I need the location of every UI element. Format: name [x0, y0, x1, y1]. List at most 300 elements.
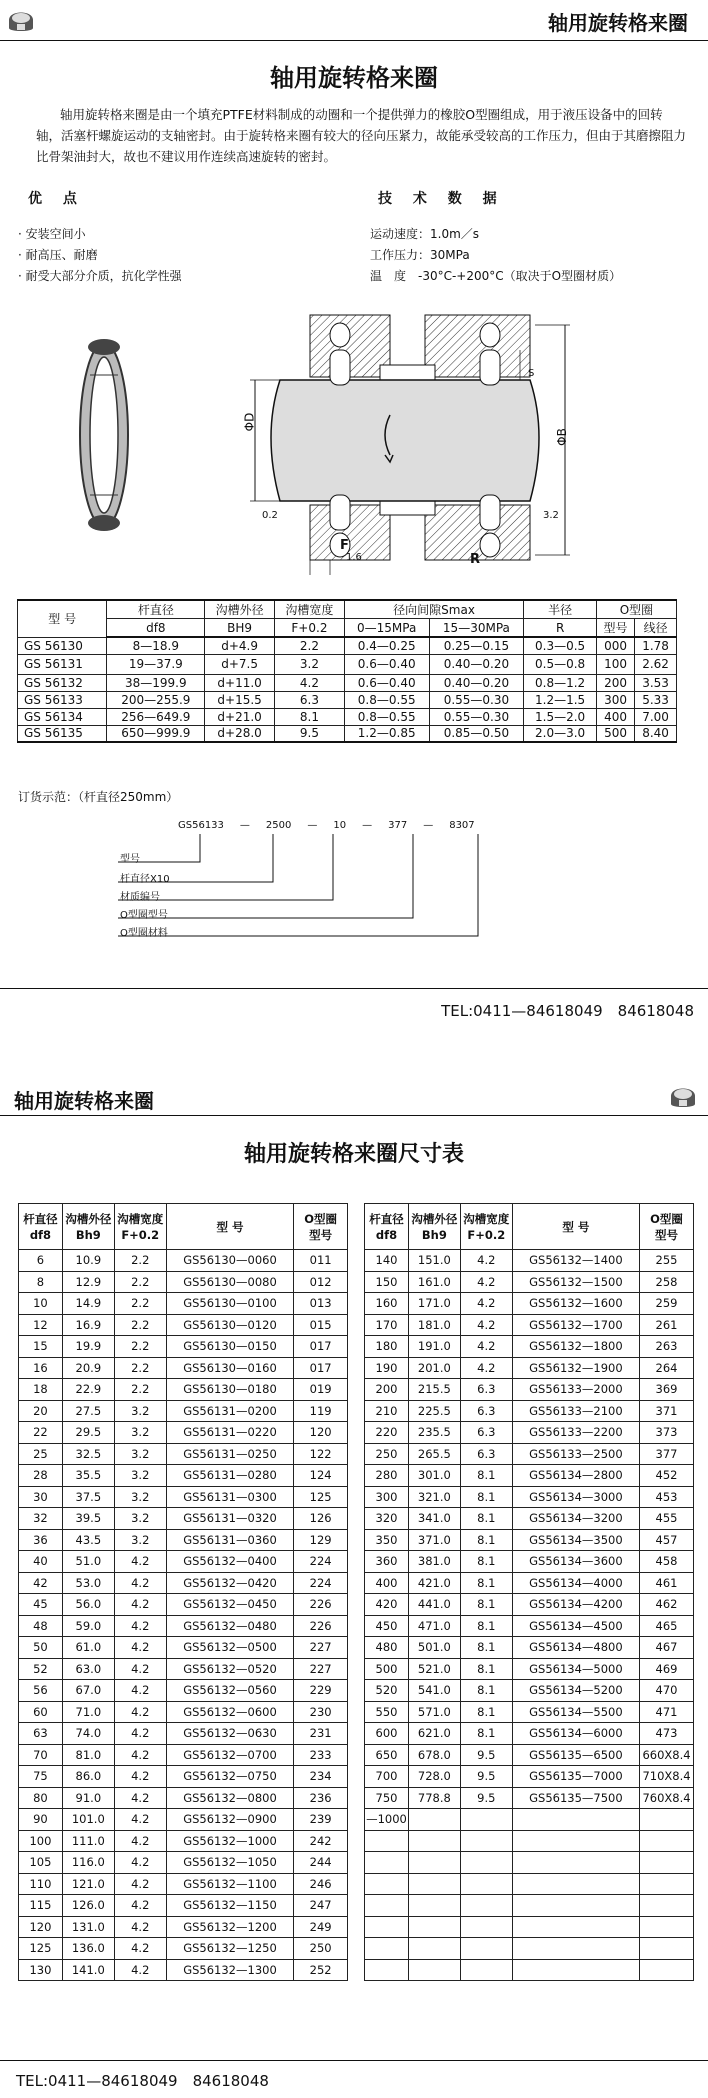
- table-cell: 200: [596, 674, 634, 691]
- table-cell: d+4.9: [205, 637, 275, 654]
- table-cell: d+21.0: [205, 708, 275, 725]
- table-cell: 6.3: [460, 1400, 512, 1422]
- table-row: [365, 1637, 694, 1659]
- col-header-width: 沟槽宽度 F+0.2: [114, 1204, 166, 1250]
- table-row: [19, 1680, 348, 1702]
- table-cell: 10.9: [62, 1250, 114, 1272]
- table-row: [365, 1680, 694, 1702]
- table-cell: [408, 1852, 460, 1874]
- table-cell: [365, 1873, 409, 1895]
- table-row: [365, 1572, 694, 1594]
- table-cell: 59.0: [62, 1615, 114, 1637]
- table-cell: GS56132—0480: [166, 1615, 294, 1637]
- table-cell: 300: [365, 1486, 409, 1508]
- roughness-02-label: 0.2: [262, 510, 278, 521]
- table-cell: 8.1: [460, 1465, 512, 1487]
- table-cell: 8.1: [460, 1680, 512, 1702]
- table-cell: 116.0: [62, 1852, 114, 1874]
- table-cell: 129: [294, 1529, 348, 1551]
- table-row: [365, 1809, 694, 1831]
- table-row: [365, 1959, 694, 1981]
- table-cell: GS56134—3500: [512, 1529, 639, 1551]
- col-header-model: 型 号: [18, 600, 107, 637]
- table-cell: 236: [294, 1787, 348, 1809]
- table-cell: 265.5: [408, 1443, 460, 1465]
- table-row: [19, 1787, 348, 1809]
- table-row: [19, 1250, 348, 1272]
- table-cell: GS56132—0560: [166, 1680, 294, 1702]
- table-cell: [640, 1830, 694, 1852]
- col-header-gap-low: 0—15MPa: [344, 619, 429, 638]
- table-cell: 0.40—0.20: [429, 654, 524, 674]
- col-header-shaft: 杆直径 df8: [365, 1204, 409, 1250]
- table-row: [365, 1271, 694, 1293]
- table-cell: 373: [640, 1422, 694, 1444]
- table-cell: 600: [365, 1723, 409, 1745]
- table-cell: [365, 1938, 409, 1960]
- table-cell: 480: [365, 1637, 409, 1659]
- table-row: [365, 1895, 694, 1917]
- table-cell: GS56130—0080: [166, 1271, 294, 1293]
- table-cell: 700: [365, 1766, 409, 1788]
- table-row: [365, 1723, 694, 1745]
- table-cell: 2.2: [114, 1336, 166, 1358]
- table-cell: 4.2: [114, 1938, 166, 1960]
- table-cell: 80: [19, 1787, 63, 1809]
- table-row: [19, 1551, 348, 1573]
- table-cell: GS56131—0200: [166, 1400, 294, 1422]
- table-row: [365, 1293, 694, 1315]
- table-row: [365, 1250, 694, 1272]
- table-cell: 35.5: [62, 1465, 114, 1487]
- advantages-list: [18, 224, 182, 287]
- table-cell: 360: [365, 1551, 409, 1573]
- table-cell: 3.2: [114, 1486, 166, 1508]
- table-cell: 200—255.9: [107, 691, 205, 708]
- order-code-part: 10: [333, 820, 347, 831]
- table-row: [19, 1830, 348, 1852]
- table-cell: 233: [294, 1744, 348, 1766]
- table-cell: 1.78: [635, 637, 677, 654]
- table-cell: 45: [19, 1594, 63, 1616]
- table-cell: 249: [294, 1916, 348, 1938]
- table-cell: 4.2: [114, 1852, 166, 1874]
- table-cell: 017: [294, 1357, 348, 1379]
- table-cell: 60: [19, 1701, 63, 1723]
- table-cell: 3.2: [114, 1400, 166, 1422]
- table-cell: 4.2: [114, 1830, 166, 1852]
- order-code-sep: —: [423, 820, 434, 831]
- table-cell: 0.25—0.15: [429, 637, 524, 654]
- table-row: [19, 1572, 348, 1594]
- table-cell: 455: [640, 1508, 694, 1530]
- table-cell: 2.2: [114, 1271, 166, 1293]
- table-cell: GS56130—0160: [166, 1357, 294, 1379]
- table-cell: 63: [19, 1723, 63, 1745]
- table-cell: 255: [640, 1250, 694, 1272]
- table-row: [19, 1486, 348, 1508]
- table-cell: 191.0: [408, 1336, 460, 1358]
- table-cell: 227: [294, 1637, 348, 1659]
- table-cell: 56.0: [62, 1594, 114, 1616]
- table-row: [18, 691, 677, 708]
- roughness-32-label: 3.2: [543, 510, 559, 521]
- header-rule: [0, 1115, 708, 1116]
- header-rule: [0, 40, 708, 41]
- order-example-title: 订货示范：（杆直径250mm）: [18, 790, 179, 804]
- table-cell: 210: [365, 1400, 409, 1422]
- table-cell: 760X8.4: [640, 1787, 694, 1809]
- table-cell: [640, 1938, 694, 1960]
- table-cell: 161.0: [408, 1271, 460, 1293]
- order-code-sep: —: [362, 820, 373, 831]
- table-cell: GS56132—0400: [166, 1551, 294, 1573]
- table-cell: 2.2: [114, 1293, 166, 1315]
- table-cell: 4.2: [114, 1572, 166, 1594]
- table-cell: 19—37.9: [107, 654, 205, 674]
- table-cell: 4.2: [114, 1551, 166, 1573]
- roughness-16-label: 1.6: [346, 552, 362, 563]
- table-cell: 8.1: [460, 1637, 512, 1659]
- table-cell: 470: [640, 1680, 694, 1702]
- table-row: [19, 1744, 348, 1766]
- table-cell: 9.5: [460, 1744, 512, 1766]
- table-cell: 0.3—0.5: [524, 637, 597, 654]
- table-cell: 50: [19, 1637, 63, 1659]
- table-cell: 3.53: [635, 674, 677, 691]
- table-cell: [408, 1830, 460, 1852]
- tech-data-list: [370, 224, 621, 287]
- table-row: [19, 1443, 348, 1465]
- table-cell: 381.0: [408, 1551, 460, 1573]
- table-cell: d+15.5: [205, 691, 275, 708]
- table-cell: 452: [640, 1465, 694, 1487]
- table-cell: GS56132—1800: [512, 1336, 639, 1358]
- table-cell: 16: [19, 1357, 63, 1379]
- table-row: [18, 654, 677, 674]
- table-cell: 151.0: [408, 1250, 460, 1272]
- table-cell: [640, 1916, 694, 1938]
- table-cell: 8.1: [460, 1723, 512, 1745]
- table-cell: GS56132—0520: [166, 1658, 294, 1680]
- table-cell: 2.2: [114, 1314, 166, 1336]
- table-cell: [460, 1895, 512, 1917]
- table-cell: 220: [365, 1422, 409, 1444]
- table-cell: 10: [19, 1293, 63, 1315]
- table-cell: [365, 1895, 409, 1917]
- advantage-item: · 耐高压、耐磨: [18, 248, 98, 262]
- table-cell: 100: [596, 654, 634, 674]
- table-cell: 8—18.9: [107, 637, 205, 654]
- table-cell: GS56132—0800: [166, 1787, 294, 1809]
- table-cell: 4.2: [114, 1723, 166, 1745]
- table-cell: GS56132—0630: [166, 1723, 294, 1745]
- table-cell: 400: [596, 708, 634, 725]
- table-row: [19, 1357, 348, 1379]
- table-cell: [512, 1938, 639, 1960]
- table-cell: d+11.0: [205, 674, 275, 691]
- table-cell: 3.2: [114, 1529, 166, 1551]
- table-row: [365, 1529, 694, 1551]
- table-cell: 4.2: [114, 1637, 166, 1659]
- table-cell: 300: [596, 691, 634, 708]
- table-cell: GS56132—0500: [166, 1637, 294, 1659]
- table-cell: 728.0: [408, 1766, 460, 1788]
- table-cell: 4.2: [114, 1959, 166, 1981]
- table-cell: 101.0: [62, 1809, 114, 1831]
- order-label: 型号: [120, 854, 140, 865]
- table-cell: 2.2: [114, 1250, 166, 1272]
- table-cell: GS56131—0250: [166, 1443, 294, 1465]
- table-row: [19, 1336, 348, 1358]
- table-cell: 4.2: [114, 1594, 166, 1616]
- col-header-groove-unit: BH9: [205, 619, 275, 638]
- order-code: [178, 820, 475, 831]
- table-row: [365, 1938, 694, 1960]
- table-cell: GS56132—1400: [512, 1250, 639, 1272]
- table-cell: 453: [640, 1486, 694, 1508]
- table-cell: GS56132—0900: [166, 1809, 294, 1831]
- table-cell: 27.5: [62, 1400, 114, 1422]
- table-row: [365, 1422, 694, 1444]
- table-row: [19, 1723, 348, 1745]
- table-cell: 012: [294, 1271, 348, 1293]
- table-cell: 8.1: [275, 708, 345, 725]
- table-cell: GS56134—4200: [512, 1594, 639, 1616]
- table-cell: GS56135—7000: [512, 1766, 639, 1788]
- table-row: [365, 1787, 694, 1809]
- page-header: 轴用旋转格来圈: [14, 1089, 154, 1113]
- table-cell: [460, 1938, 512, 1960]
- table-cell: 119: [294, 1400, 348, 1422]
- table-cell: 4.2: [114, 1766, 166, 1788]
- table-cell: 1.2—0.85: [344, 725, 429, 742]
- table-cell: GS56132—1150: [166, 1895, 294, 1917]
- table-cell: 70: [19, 1744, 63, 1766]
- table-cell: [460, 1809, 512, 1831]
- table-cell: 371.0: [408, 1529, 460, 1551]
- table-row: [19, 1895, 348, 1917]
- table-cell: 36: [19, 1529, 63, 1551]
- table-cell: 8.1: [460, 1486, 512, 1508]
- table-cell: 8.40: [635, 725, 677, 742]
- seal-logo-icon: [6, 6, 36, 34]
- table-cell: 37.5: [62, 1486, 114, 1508]
- table-cell: [460, 1916, 512, 1938]
- table-cell: 259: [640, 1293, 694, 1315]
- table-cell: 200: [365, 1379, 409, 1401]
- table-cell: 678.0: [408, 1744, 460, 1766]
- table-cell: 4.2: [114, 1916, 166, 1938]
- table-cell: 235.5: [408, 1422, 460, 1444]
- table-row: [19, 1873, 348, 1895]
- table-cell: 43.5: [62, 1529, 114, 1551]
- table-cell: 0.4—0.25: [344, 637, 429, 654]
- table-cell: 53.0: [62, 1572, 114, 1594]
- table-cell: 369: [640, 1379, 694, 1401]
- table-cell: 180: [365, 1336, 409, 1358]
- table-cell: GS56130—0060: [166, 1250, 294, 1272]
- table-cell: 224: [294, 1551, 348, 1573]
- col-header-groove: 沟槽外径 Bh9: [62, 1204, 114, 1250]
- table-row: [365, 1551, 694, 1573]
- table-cell: 38—199.9: [107, 674, 205, 691]
- table-cell: 341.0: [408, 1508, 460, 1530]
- table-cell: 4.2: [460, 1271, 512, 1293]
- table-cell: 473: [640, 1723, 694, 1745]
- table-row: [18, 708, 677, 725]
- table-cell: 40: [19, 1551, 63, 1573]
- table-cell: 14.9: [62, 1293, 114, 1315]
- table-cell: 9.5: [460, 1766, 512, 1788]
- table-cell: 15: [19, 1336, 63, 1358]
- table-cell: 226: [294, 1615, 348, 1637]
- col-header-shaft: 杆直径 df8: [19, 1204, 63, 1250]
- col-header-radius: 半径: [524, 600, 597, 619]
- table-cell: 234: [294, 1766, 348, 1788]
- table-row: [19, 1529, 348, 1551]
- table-cell: GS56132—1500: [512, 1271, 639, 1293]
- table-cell: GS56132—1700: [512, 1314, 639, 1336]
- table-row: [19, 1422, 348, 1444]
- table-cell: 471.0: [408, 1615, 460, 1637]
- table-cell: 320: [365, 1508, 409, 1530]
- table-cell: 013: [294, 1293, 348, 1315]
- table-cell: 521.0: [408, 1658, 460, 1680]
- col-header-gap: 径向间隙Smax: [344, 600, 523, 619]
- table-cell: 91.0: [62, 1787, 114, 1809]
- col-header-shaft: 杆直径: [107, 600, 205, 619]
- table-cell: 4.2: [460, 1336, 512, 1358]
- table-cell: [512, 1830, 639, 1852]
- table-cell: 2.62: [635, 654, 677, 674]
- table-cell: 18: [19, 1379, 63, 1401]
- table-cell: GS 56131: [18, 654, 107, 674]
- table-row: [365, 1852, 694, 1874]
- table-cell: [512, 1959, 639, 1981]
- advantage-item: · 耐受大部分介质，抗化学性强: [18, 269, 182, 283]
- table-cell: 32: [19, 1508, 63, 1530]
- table-row: [19, 1959, 348, 1981]
- table-cell: 0.8—1.2: [524, 674, 597, 691]
- table-cell: [365, 1959, 409, 1981]
- tech-data-title: 技 术 数 据: [378, 191, 505, 207]
- table-cell: 122: [294, 1443, 348, 1465]
- table-cell: 8.1: [460, 1529, 512, 1551]
- col-header-groove: 沟槽外径 Bh9: [408, 1204, 460, 1250]
- spec-table: [17, 599, 677, 743]
- table-cell: 124: [294, 1465, 348, 1487]
- table-cell: [512, 1895, 639, 1917]
- table-cell: 20.9: [62, 1357, 114, 1379]
- table-row: [365, 1357, 694, 1379]
- table-cell: 90: [19, 1809, 63, 1831]
- table-cell: 258: [640, 1271, 694, 1293]
- table-cell: 4.2: [460, 1250, 512, 1272]
- table-cell: 30: [19, 1486, 63, 1508]
- table-cell: GS56132—0700: [166, 1744, 294, 1766]
- table-row: [365, 1873, 694, 1895]
- table-cell: 63.0: [62, 1658, 114, 1680]
- table-cell: 011: [294, 1250, 348, 1272]
- col-header-gap-high: 15—30MPa: [429, 619, 524, 638]
- order-label: 杆直径X10: [120, 874, 170, 885]
- table-cell: 5.33: [635, 691, 677, 708]
- table-row: [19, 1916, 348, 1938]
- table-row: [19, 1293, 348, 1315]
- table-cell: [408, 1809, 460, 1831]
- table-cell: 264: [640, 1357, 694, 1379]
- table-row: [19, 1766, 348, 1788]
- table-cell: 29.5: [62, 1422, 114, 1444]
- table-cell: —1000: [365, 1809, 409, 1831]
- table-cell: 750: [365, 1787, 409, 1809]
- table-cell: 28: [19, 1465, 63, 1487]
- table-cell: GS56134—4500: [512, 1615, 639, 1637]
- table-cell: [512, 1916, 639, 1938]
- table-cell: 52: [19, 1658, 63, 1680]
- table-cell: 16.9: [62, 1314, 114, 1336]
- table-cell: [408, 1916, 460, 1938]
- table-cell: GS56134—2800: [512, 1465, 639, 1487]
- table-cell: 462: [640, 1594, 694, 1616]
- diameter-b-label: ΦB: [554, 428, 569, 446]
- table-cell: 3.2: [114, 1443, 166, 1465]
- col-header-groove: 沟槽外径: [205, 600, 275, 619]
- table-cell: GS56130—0120: [166, 1314, 294, 1336]
- col-header-oring: O型圈 型号: [294, 1204, 348, 1250]
- table-cell: 621.0: [408, 1723, 460, 1745]
- table-cell: GS56132—1300: [166, 1959, 294, 1981]
- table-row: [19, 1400, 348, 1422]
- table-row: [19, 1658, 348, 1680]
- table-cell: 6.3: [275, 691, 345, 708]
- table-cell: 0.5—0.8: [524, 654, 597, 674]
- table-row: [19, 1314, 348, 1336]
- order-label: 材质编号: [120, 892, 160, 903]
- table-cell: 1.2—1.5: [524, 691, 597, 708]
- table-cell: GS56133—2500: [512, 1443, 639, 1465]
- table-row: [365, 1594, 694, 1616]
- table-cell: 0.55—0.30: [429, 708, 524, 725]
- table-cell: [512, 1852, 639, 1874]
- table-cell: 019: [294, 1379, 348, 1401]
- table-cell: 469: [640, 1658, 694, 1680]
- table-cell: 190: [365, 1357, 409, 1379]
- table-cell: 22.9: [62, 1379, 114, 1401]
- table-cell: 12.9: [62, 1271, 114, 1293]
- table-cell: 261: [640, 1314, 694, 1336]
- table-cell: 000: [596, 637, 634, 654]
- page-title: 轴用旋转格来圈尺寸表: [243, 1142, 464, 1167]
- table-cell: GS56130—0150: [166, 1336, 294, 1358]
- table-cell: 75: [19, 1766, 63, 1788]
- table-cell: GS56134—5200: [512, 1680, 639, 1702]
- table-cell: 4.2: [114, 1895, 166, 1917]
- table-row: [365, 1701, 694, 1723]
- table-cell: 136.0: [62, 1938, 114, 1960]
- order-label: O型圈材料: [120, 928, 168, 939]
- table-cell: 0.85—0.50: [429, 725, 524, 742]
- table-cell: 8.1: [460, 1551, 512, 1573]
- table-cell: 263: [640, 1336, 694, 1358]
- table-cell: 51.0: [62, 1551, 114, 1573]
- table-cell: 250: [365, 1443, 409, 1465]
- table-cell: 231: [294, 1723, 348, 1745]
- table-row: [19, 1465, 348, 1487]
- table-cell: GS56134—4000: [512, 1572, 639, 1594]
- table-cell: 42: [19, 1572, 63, 1594]
